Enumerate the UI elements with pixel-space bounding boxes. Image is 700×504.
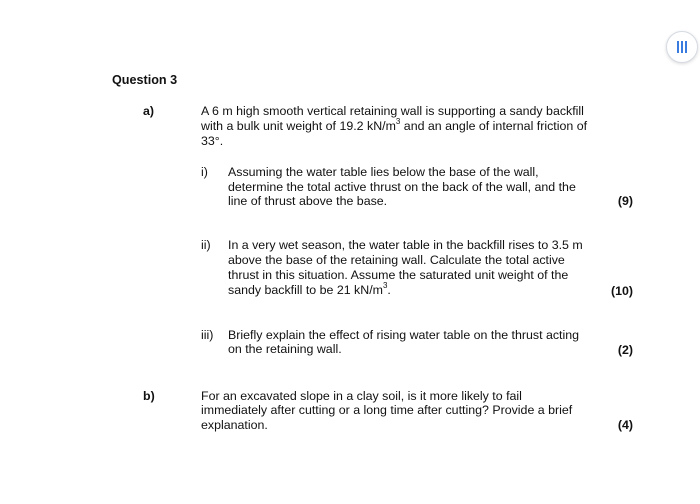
part-a-intro-line-2: with a bulk unit weight of 19.2 $kN/m^3$ and an angle of internal friction of	[201, 116, 588, 133]
part-a-label: a)	[143, 104, 155, 118]
subpart-i-line-2: determine the total active thrust on the back of the wall, and the	[228, 180, 576, 194]
part-b-label: b)	[143, 389, 155, 403]
part-b-line-3: explanation.	[201, 418, 268, 432]
subpart-ii-line-2: above the base of the retaining wall. Calculate the total active	[228, 253, 565, 267]
part-a-intro-line-1: A 6 m high smooth vertical retaining wall is supporting a sandy backfill	[201, 104, 584, 118]
part-b-marks: (4)	[617, 418, 633, 432]
subpart-ii-line-4: sandy backfill to be 21 $kN/m^3$.	[228, 280, 391, 297]
superscript-3: 3	[382, 280, 388, 290]
subpart-iii-label: iii)	[201, 328, 214, 342]
subpart-iii-line-1: Briefly explain the effect of rising water table on the thrust acting	[228, 328, 580, 342]
subpart-i-label: i)	[201, 165, 208, 179]
subpart-iii-marks: (2)	[617, 343, 633, 357]
superscript-3: 3	[395, 116, 401, 126]
subpart-iii-line-2: on the retaining wall.	[228, 342, 342, 356]
part-b-line-2: immediately after cutting or a long time after cutting? Provide a brief	[201, 403, 573, 417]
subpart-ii-label: ii)	[201, 238, 211, 252]
subpart-i-line-3: line of thrust above the base.	[228, 194, 388, 208]
subpart-i-marks: (9)	[617, 194, 633, 208]
question-title: Question 3	[112, 73, 178, 87]
subpart-ii-line-3: thrust in this situation. Assume the saturated unit weight of the	[228, 268, 569, 282]
part-b-line-1: For an excavated slope in a clay soil, is it more likely to fail	[201, 389, 522, 403]
subpart-ii-line-1: In a very wet season, the water table in the backfill rises to 3.5 m	[228, 238, 583, 252]
part-a-intro-line-3: 33°.	[201, 134, 224, 148]
subpart-ii-marks: (10)	[610, 284, 633, 298]
subpart-i-line-1: Assuming the water table lies below the base of the wall,	[228, 165, 539, 179]
hamburger-menu-icon	[674, 41, 690, 53]
menu-button[interactable]	[666, 31, 698, 63]
